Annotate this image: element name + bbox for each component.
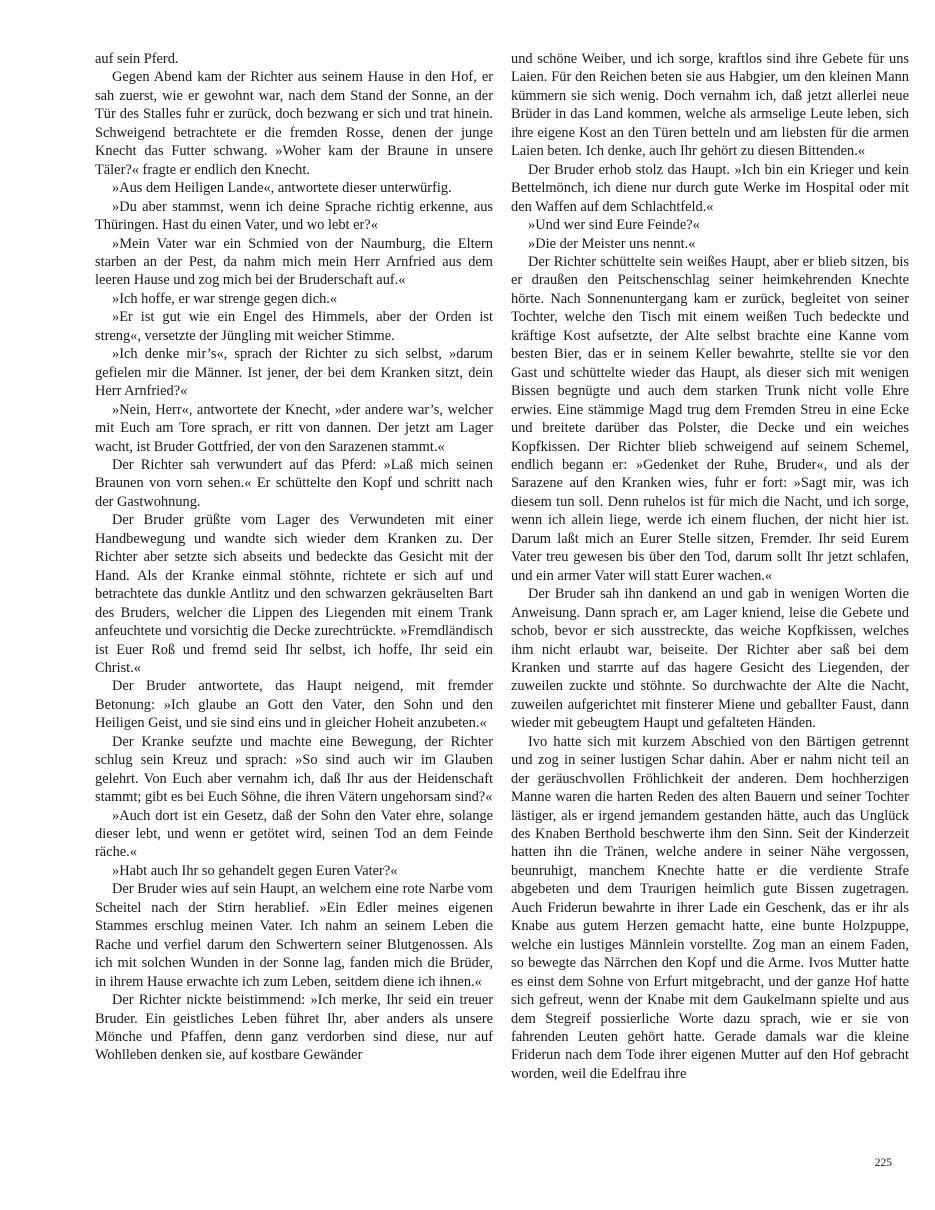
paragraph: »Nein, Herr«, antwortete der Knecht, »der andere war’s, welcher mit Euch am Tore sprach, er ritt von dannen. Der jetzt am Lager wacht, ist Bruder Gottfried, der von den Sarazenen stammt.« (95, 401, 493, 455)
paragraph: »Du aber stammst, wenn ich deine Sprache richtig erkenne, aus Thüringen. Hast du einen Vater, und wo lebt er?« (95, 198, 493, 234)
paragraph: und schöne Weiber, und ich sorge, kraftlos sind ihre Gebete für uns Laien. Für den Reichen beten sie aus Habgier, um den kleinen Mann kümmern sie sich wenig. Doch vernahm ich, daß jetzt allerlei neue Brüder in das Land kommen, welche als armselige Leute leben, sich ihre eigene Kost an den Türen betteln und am liebsten für die armen Laien beten. Ich denke, auch Ihr gehört zu diesen Bittenden.« (511, 51, 909, 160)
paragraph: »Auch dort ist ein Gesetz, daß der Sohn den Vater ehre, solange dieser lebt, und wenn er getötet wird, seinen Tod an dem Feinde räche.« (95, 807, 493, 861)
paragraph: »Mein Vater war ein Schmied von der Naumburg, die Eltern starben an der Pest, da nahm mich mein Herr Arnfried aus dem leeren Hause und zog mich bei der Bruderschaft auf.« (95, 235, 493, 289)
paragraph: Der Richter schüttelte sein weißes Haupt, aber er blieb sitzen, bis er draußen den Peitschenschlag seiner heimkehrenden Knechte hörte. Nach Sonnenuntergang kam er zurück, begleitet von seiner Tochter, welche den Tisch mit einem weißen Tuch bedeckte und kräftige Kost aufsetzte, der Alte selbst brachte eine Kanne vom besten Bier, das er in seinem Keller bewahrte, stellte sie vor den Gast und schüttelte wieder das Haupt, als dieser sich mit wenigen Bissen begnügte und auch dem starken Trunk nicht volle Ehre erwies. Eine stämmige Magd trug dem Fremden Streu in eine Ecke und breitete darüber das Polster, die Decke und ein weiches Kopfkissen. Der Richter blieb schweigend auf seinem Schemel, endlich begann er: »Gedenket der Ruhe, Bruder«, und als der Sarazene auf den Kranken wies, fuhr er fort: »Sagt mir, was ich diesem tun soll. Denn ruhelos ist für mich die Nacht, und ich sorge, wenn ich allein liege, werde ich einem fluchen, der nicht hier ist. Darum laßt mich an Eurer Stelle sitzen, Fremder. Ihr seid Eurem Vater treu gewesen bis über den Tod, darum sollt Ihr jetzt schlafen, und ein armer Vater will statt Eurer wachen.« (511, 253, 909, 584)
right-column (511, 50, 909, 1083)
paragraph: Der Bruder antwortete, das Haupt neigend, mit fremder Betonung: »Ich glaube an Gott den Vater, den Sohn und den Heiligen Geist, und sie sind eins und in gleicher Hoheit anzubeten.« (95, 678, 493, 732)
paragraph: Der Bruder grüßte vom Lager des Verwundeten mit einer Handbewegung und wandte sich wieder dem Kranken zu. Der Richter aber setzte sich abseits und bedeckte das Gesicht mit der Hand. Als der Kranke einmal stöhnte, richtete er sich auf und betrachtete das dunkle Antlitz und den schwarzen gekräuselten Bart des Bruders, welcher die Lippen des Liegenden mit einem Trank anfeuchtete und vorsichtig die Decke zurechtrückte. »Fremdländisch ist Euer Roß und fremd seid Ihr selbst, ich hoffe, Ihr seid ein Christ.« (95, 512, 493, 676)
paragraph: Der Kranke seufzte und machte eine Bewegung, der Richter schlug sein Kreuz und sprach: »So sind auch wir im Glauben gelehrt. Von Euch aber vernahm ich, daß Ihr aus der Heidenschaft stammt; gibt es bei Euch Söhne, die ihren Vätern ungehorsam sind?« (95, 733, 493, 806)
paragraph: Der Richter sah verwundert auf das Pferd: »Laß mich seinen Braunen von vorn sehen.« Er schüttelte den Kopf und schritt nach der Gastwohnung. (95, 456, 493, 510)
paragraph: »Die der Meister uns nennt.« (528, 235, 696, 252)
left-column (95, 50, 493, 1065)
paragraph: Ivo hatte sich mit kurzem Abschied von den Bärtigen getrennt und zog in seiner lustigen Schar dahin. Aber er nahm nicht teil an der geräuschvollen Fröhlichkeit der anderen. Dem hochherzigen Manne waren die harten Reden des alten Bauern und seiner Tochter lästiger, als er irgend jemandem gestanden hätte, auch das Unglück des Knaben Berthold beschwerte ihm den Sinn. Seit der Kinderzeit hatten ihn die Tränen, welche andere in seiner Nähe vergossen, beunruhigt, manchem Knechte hatte er die verdiente Strafe abgebeten und dem Traurigen heimlich gute Bissen zugetragen. Auch Friderun bewahrte in ihrer Lade ein Geschenk, das er ihr als Knabe aus gutem Herzen gemacht hatte, eine bunte Holzpuppe, welche ein lustiges Männlein vorstellte. Zog man an einem Faden, so bewegte das Närrchen den Kopf und die Arme. Ivos Mutter hatte es einst dem Sohne von Erfurt mitgebracht, und der ganze Hof hatte sich gefreut, wenn der Knabe mit dem Gaukelmann spielte und aus dem Stegreif possierliche Worte dazu sprach, wie er sie von fahrenden Leuten gehört hatte. Gerade damals war die kleine Friderun nach dem Tode ihrer eigenen Mutter auf den Hof gebracht worden, weil die Edelfrau ihre (511, 733, 909, 1082)
paragraph: Gegen Abend kam der Richter aus seinem Hause in den Hof, er sah zuerst, wie er gewohnt war, nach dem Stand der Sonne, an der Tür des Stalles fuhr er zurück, doch bezwang er sich und trat hinein. Schweigend betrachtete er die fremden Rosse, denen der junge Knecht das Futter schwang. »Woher kam der Braune in unsere Täler?« fragte er endlich den Knecht. (95, 69, 493, 178)
paragraph: »Habt auch Ihr so gehandelt gegen Euren Vater?« (112, 862, 398, 879)
paragraph: auf sein Pferd. (95, 51, 179, 67)
paragraph: »Ich denke mir’s«, sprach der Richter zu sich selbst, »darum gefielen mir die Männer. Ist jener, der bei dem Kranken sitzt, dein Herr Arnfried?« (95, 346, 493, 400)
page-number: 225 (874, 1157, 892, 1169)
paragraph: »Er ist gut wie ein Engel des Himmels, aber der Orden ist streng«, versetzte der Jüngling mit weicher Stimme. (95, 309, 493, 344)
paragraph: Der Bruder erhob stolz das Haupt. »Ich bin ein Krieger und kein Bettelmönch, ich diene nur durch gute Werke im Hospital oder mit den Waffen auf dem Schlachtfeld.« (511, 161, 909, 215)
paragraph: Der Richter nickte beistimmend: »Ich merke, Ihr seid ein treuer Bruder. Ein geistliches Leben führet Ihr, aber anders als unsere Mönche und Pfaffen, denn ganz verdorben sind diese, nur auf Wohlleben denken sie, auf kostbare Gewänder (95, 992, 493, 1064)
paragraph: »Und wer sind Eure Feinde?« (528, 217, 700, 234)
paragraph: Der Bruder wies auf sein Haupt, an welchem eine rote Narbe vom Scheitel nach der Stirn herablief. »Ein Edler meines eigenen Stammes erschlug meinen Vater. Ich nahm an seinem Leben die Rache und verfiel darum den Schwertern seiner Blutgenossen. Als ich mit solchen Wunden in der Sonne lag, fanden mich die Brüder, in ihrem Hause erwachte ich zum Leben, seitdem diene ich ihnen.« (95, 881, 493, 990)
paragraph: Der Bruder sah ihn dankend an und gab in wenigen Worten die Anweisung. Dann sprach er, am Lager kniend, leise die Gebete und schob, bevor er sich ausstreckte, das weiche Kopfkissen, welches ihm nicht erlaubt war, beiseite. Der Richter aber saß bei dem Kranken und starrte auf das hagere Gesicht des Liegenden, der zuweilen zuckte und stöhnte. So durchwachte der Alte die Nacht, zuweilen aufgerichtet mit finsterer Miene und geballter Faust, dann wieder mit gebeugtem Haupt und gefalteten Händen. (511, 586, 909, 732)
paragraph: »Ich hoffe, er war strenge gegen dich.« (112, 290, 338, 307)
paragraph: »Aus dem Heiligen Lande«, antwortete dieser unterwürfig. (112, 180, 452, 197)
